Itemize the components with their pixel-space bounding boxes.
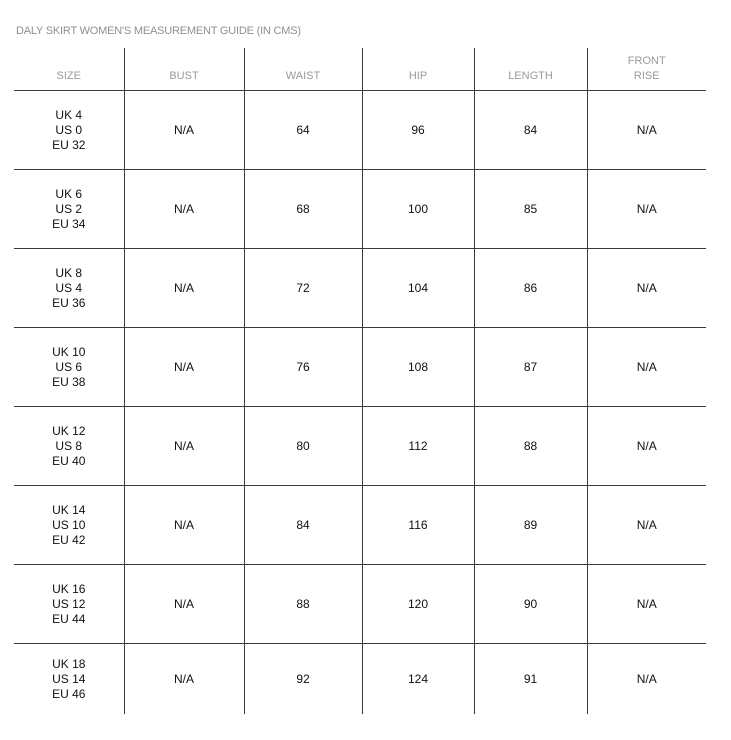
table-row (14, 91, 706, 170)
column-header-front-rise-line2: RISE (633, 70, 660, 82)
hip-cell: 100 (362, 170, 474, 249)
column-header-front-rise-line1: FRONT (627, 55, 666, 67)
column-header-bust: BUST (124, 48, 244, 91)
us-size: US 0 (55, 122, 83, 137)
front-rise-cell: N/A (587, 644, 706, 715)
table-row (14, 565, 706, 644)
column-header-front-rise (587, 48, 706, 91)
column-header-size: SIZE (14, 48, 124, 91)
header-row (14, 48, 706, 91)
bust-cell: N/A (124, 328, 244, 407)
size-cell (14, 407, 124, 486)
table-row (14, 486, 706, 565)
eu-size: EU 46 (52, 686, 86, 701)
us-size: US 8 (55, 438, 83, 453)
column-header-hip: HIP (362, 48, 474, 91)
length-cell: 90 (474, 565, 587, 644)
bust-cell: N/A (124, 91, 244, 170)
table-row (14, 328, 706, 407)
column-header-length: LENGTH (474, 48, 587, 91)
size-cell (14, 170, 124, 249)
uk-size: UK 8 (55, 265, 83, 280)
measurement-table (14, 48, 706, 714)
uk-size: UK 12 (52, 423, 86, 438)
front-rise-cell: N/A (587, 565, 706, 644)
waist-cell: 88 (244, 565, 362, 644)
bust-cell: N/A (124, 644, 244, 715)
size-cell (14, 644, 124, 715)
waist-cell: 80 (244, 407, 362, 486)
waist-cell: 68 (244, 170, 362, 249)
length-cell: 86 (474, 249, 587, 328)
uk-size: UK 18 (52, 656, 86, 671)
length-cell: 85 (474, 170, 587, 249)
uk-size: UK 6 (55, 186, 83, 201)
eu-size: EU 38 (52, 374, 86, 389)
table-row (14, 644, 706, 715)
length-cell: 87 (474, 328, 587, 407)
size-cell (14, 91, 124, 170)
hip-cell: 124 (362, 644, 474, 715)
us-size: US 2 (55, 201, 83, 216)
bust-cell: N/A (124, 407, 244, 486)
front-rise-cell: N/A (587, 91, 706, 170)
uk-size: UK 16 (52, 581, 86, 596)
table-row (14, 170, 706, 249)
front-rise-cell: N/A (587, 407, 706, 486)
size-cell (14, 249, 124, 328)
uk-size: UK 4 (55, 107, 83, 122)
waist-cell: 84 (244, 486, 362, 565)
us-size: US 4 (55, 280, 83, 295)
eu-size: EU 34 (52, 216, 86, 231)
size-cell (14, 486, 124, 565)
eu-size: EU 42 (52, 532, 86, 547)
page-title: DALY SKIRT WOMEN'S MEASUREMENT GUIDE (IN CMS) (16, 25, 301, 37)
waist-cell: 64 (244, 91, 362, 170)
us-size: US 6 (55, 359, 83, 374)
hip-cell: 112 (362, 407, 474, 486)
uk-size: UK 14 (52, 502, 86, 517)
bust-cell: N/A (124, 565, 244, 644)
waist-cell: 76 (244, 328, 362, 407)
us-size: US 10 (52, 517, 86, 532)
bust-cell: N/A (124, 486, 244, 565)
size-cell (14, 328, 124, 407)
front-rise-cell: N/A (587, 486, 706, 565)
table-row (14, 249, 706, 328)
us-size: US 14 (52, 671, 86, 686)
length-cell: 84 (474, 91, 587, 170)
waist-cell: 92 (244, 644, 362, 715)
hip-cell: 116 (362, 486, 474, 565)
us-size: US 12 (52, 596, 86, 611)
size-cell (14, 565, 124, 644)
waist-cell: 72 (244, 249, 362, 328)
eu-size: EU 36 (52, 295, 86, 310)
hip-cell: 120 (362, 565, 474, 644)
eu-size: EU 40 (52, 453, 86, 468)
length-cell: 89 (474, 486, 587, 565)
hip-cell: 96 (362, 91, 474, 170)
table-row (14, 407, 706, 486)
front-rise-cell: N/A (587, 249, 706, 328)
length-cell: 91 (474, 644, 587, 715)
uk-size: UK 10 (52, 344, 86, 359)
bust-cell: N/A (124, 249, 244, 328)
column-header-waist: WAIST (244, 48, 362, 91)
front-rise-cell: N/A (587, 328, 706, 407)
eu-size: EU 44 (52, 611, 86, 626)
front-rise-cell: N/A (587, 170, 706, 249)
hip-cell: 104 (362, 249, 474, 328)
length-cell: 88 (474, 407, 587, 486)
bust-cell: N/A (124, 170, 244, 249)
eu-size: EU 32 (52, 137, 86, 152)
hip-cell: 108 (362, 328, 474, 407)
